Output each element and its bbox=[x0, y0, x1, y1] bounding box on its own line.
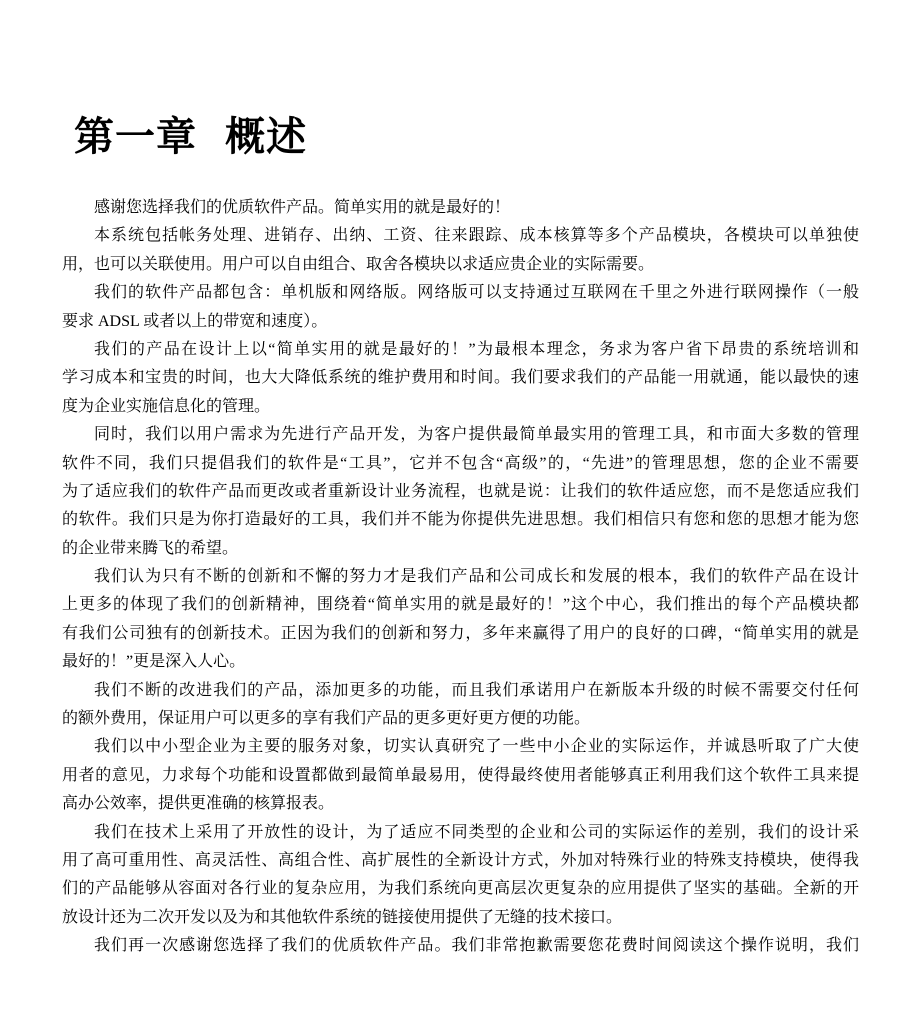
text-line: 用，也可以关联使用。用户可以自由组合、取舍各模块以求适应贵企业的实际需要。 bbox=[62, 255, 655, 273]
text-line: 学习成本和宝贵的时间，也大大降低系统的维护费用和时间。我们要求我们的产品能一用就通，能以最快的速 bbox=[62, 369, 859, 387]
text-line: 上更多的体现了我们的创新精神，围绕着“简单实用的就是最好的！”这个中心，我们推出的每个产品模块都 bbox=[62, 596, 859, 614]
text-line: 我们认为只有不断的创新和不懈的努力才是我们产品和公司成长和发展的根本，我们的软件产品在设计 bbox=[94, 568, 859, 586]
paragraph-3 bbox=[62, 279, 859, 336]
text-line: 同时，我们以用户需求为先进行产品开发，为客户提供最简单最实用的管理工具，和市面大多数的管理 bbox=[94, 426, 859, 444]
text-line: 我们在技术上采用了开放性的设计，为了适应不同类型的企业和公司的实际运作的差别，我们的设计采 bbox=[94, 823, 859, 841]
text-line: 感谢您选择我们的优质软件产品。简单实用的就是最好的！ bbox=[94, 199, 511, 216]
text-line: 我们不断的改进我们的产品，添加更多的功能，而且我们承诺用户在新版本升级的时候不需要交付任何 bbox=[94, 681, 859, 699]
paragraph-4 bbox=[62, 336, 859, 421]
paragraph-7 bbox=[62, 677, 859, 734]
text-line: 我们再一次感谢您选择了我们的优质软件产品。我们非常抱歉需要您花费时间阅读这个操作说明，我们 bbox=[94, 937, 859, 955]
chapter-heading: 第一章 概述 bbox=[74, 115, 308, 159]
paragraph-1 bbox=[62, 194, 859, 222]
text-line: 我们以中小型企业为主要的服务对象，切实认真研究了一些中小企业的实际运作，并诚恳听取了广大使 bbox=[94, 738, 859, 756]
paragraph-10 bbox=[62, 932, 859, 960]
paragraph-5 bbox=[62, 421, 859, 563]
text-line: 用了高可重用性、高灵活性、高组合性、高扩展性的全新设计方式，外加对特殊行业的特殊支持模块，使得我 bbox=[62, 851, 859, 869]
paragraph-2 bbox=[62, 222, 859, 279]
text-line: 有我们公司独有的创新技术。正因为我们的创新和努力，多年来赢得了用户的良好的口碑，“简单实用的就是 bbox=[62, 624, 859, 642]
text-line: 的额外费用，保证用户可以更多的享有我们产品的更多更好更方便的功能。 bbox=[62, 710, 591, 728]
text-line: 我们的产品在设计上以“简单实用的就是最好的！”为最根本理念，务求为客户省下昂贵的系统培训和 bbox=[94, 340, 859, 358]
text-line: 高办公效率，提供更准确的核算报表。 bbox=[62, 795, 335, 813]
text-line: 的软件。我们只是为你打造最好的工具，我们并不能为你提供先进思想。我们相信只有您和您的思想才能为您 bbox=[62, 511, 859, 529]
text-line: 我们的软件产品都包含：单机版和网络版。网络版可以支持通过互联网在千里之外进行联网操作（一般 bbox=[94, 284, 859, 302]
text-line: 放设计还为二次开发以及为和其他软件系统的链接使用提供了无缝的技术接口。 bbox=[62, 908, 623, 926]
text-line: 本系统包括帐务处理、进销存、出纳、工资、往来跟踪、成本核算等多个产品模块，各模块可以单独使 bbox=[94, 227, 859, 245]
text-line: 软件不同，我们只提倡我们的软件是“工具”，它并不包含“高级”的，“先进”的管理思想，您的企业不需要 bbox=[62, 454, 859, 472]
text-line: 要求 ADSL 或者以上的带宽和速度）。 bbox=[62, 312, 328, 330]
document-body bbox=[62, 194, 859, 961]
paragraph-6 bbox=[62, 563, 859, 677]
text-line: 们的产品能够从容面对各行业的复杂应用，为我们系统向更高层次更复杂的应用提供了坚实的基础。全新的开 bbox=[62, 880, 859, 898]
paragraph-8 bbox=[62, 733, 859, 818]
text-line: 为了适应我们的软件产品而更改或者重新设计业务流程，也就是说：让我们的软件适应您，而不是您适应我们 bbox=[62, 482, 859, 500]
text-line: 用者的意见，力求每个功能和设置都做到最简单最易用，使得最终使用者能够真正利用我们这个软件工具来提 bbox=[62, 766, 859, 784]
paragraph-9 bbox=[62, 819, 859, 933]
text-line: 度为企业实施信息化的管理。 bbox=[62, 397, 271, 415]
text-line: 最好的！”更是深入人心。 bbox=[62, 653, 246, 671]
text-line: 的企业带来腾飞的希望。 bbox=[62, 539, 239, 557]
